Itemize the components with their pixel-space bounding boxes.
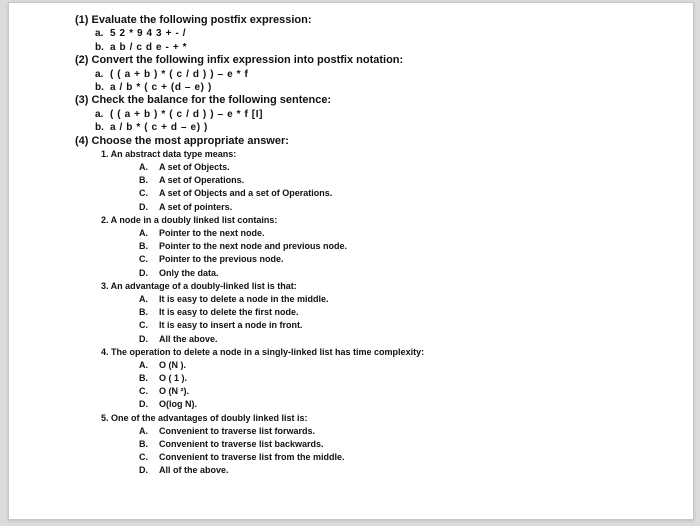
option-text: All the above. [159,333,218,344]
answer-option [75,319,675,332]
item-label: a. [95,28,104,40]
answer-option [75,385,675,398]
option-text: Pointer to the previous node. [159,254,284,265]
question-stem: 5. One of the advantages of doubly linked list is: [101,412,308,423]
answer-option [75,253,675,266]
answer-option [75,438,675,451]
option-text: Pointer to the next node and previous node. [159,241,348,252]
option-label: B. [139,175,148,186]
section-item [75,41,675,54]
option-text: O ( 1 ). [159,373,188,384]
section-item [75,121,675,134]
option-label: B. [139,241,148,252]
option-text: O (N ). [159,359,186,370]
answer-option [75,425,675,438]
item-text: a / b * ( c + (d – e) ) [110,81,212,93]
option-label: D. [139,465,148,476]
option-text: O (N ²). [159,386,189,397]
answer-option [75,174,675,187]
option-text: It is easy to insert a node in front. [159,320,303,331]
section-3 [75,94,675,134]
section-4 [75,135,675,478]
item-label: b. [95,81,104,93]
option-text: Only the data. [159,267,219,278]
item-label: a. [95,68,104,80]
option-text: Pointer to the next node. [159,228,265,239]
answer-option [75,293,675,306]
document-content [75,14,675,478]
answer-option [75,333,675,346]
option-label: D. [139,333,148,344]
answer-option [75,359,675,372]
question-2 [75,214,675,280]
question-1 [75,148,675,214]
option-text: A set of Objects and a set of Operations. [159,188,333,199]
option-text: It is easy to delete the first node. [159,307,299,318]
section-item [75,81,675,94]
question-3 [75,280,675,346]
question-stem: 1. An abstract data type means: [101,148,237,159]
item-label: b. [95,122,104,134]
answer-option [75,187,675,200]
section-item [75,108,675,121]
question-4 [75,346,675,412]
option-label: C. [139,320,148,331]
document-page [8,2,694,520]
section-title: (2) Convert the following infix expression into postfix notation: [75,54,404,67]
section-1 [75,14,675,54]
option-label: A. [139,162,148,173]
answer-option [75,227,675,240]
answer-option [75,161,675,174]
question-stem: 4. The operation to delete a node in a singly-linked list has time complexity: [101,346,425,357]
answer-option [75,398,675,411]
question-stem: 2. A node in a doubly linked list contains: [101,214,278,225]
option-text: Convenient to traverse list forwards. [159,425,316,436]
option-text: Convenient to traverse list from the middle. [159,452,345,463]
option-text: A set of Objects. [159,162,230,173]
option-label: B. [139,307,148,318]
question-5 [75,412,675,478]
option-text: All of the above. [159,465,229,476]
option-text: A set of Operations. [159,175,245,186]
answer-option [75,372,675,385]
option-label: C. [139,386,148,397]
answer-option [75,240,675,253]
option-label: C. [139,452,148,463]
option-label: A. [139,359,148,370]
option-text: A set of pointers. [159,201,233,212]
section-item [75,27,675,40]
answer-option [75,464,675,477]
section-item [75,68,675,81]
option-label: A. [139,228,148,239]
option-label: C. [139,254,148,265]
option-text: It is easy to delete a node in the middle. [159,293,329,304]
item-text: a / b * ( c + d – e) ) [110,122,208,134]
option-label: D. [139,399,148,410]
option-label: D. [139,267,148,278]
section-2 [75,54,675,94]
section-title: (3) Check the balance for the following sentence: [75,94,332,107]
option-label: B. [139,439,148,450]
item-text: ( ( a + b ) * ( c / d ) ) – e * f [110,68,249,80]
item-label: a. [95,108,104,120]
item-text: a b / c d e - + * [110,41,188,53]
section-title: (4) Choose the most appropriate answer: [75,134,289,147]
answer-option [75,201,675,214]
option-text: O(log N). [159,399,197,410]
answer-option [75,267,675,280]
option-label: A. [139,293,148,304]
option-label: A. [139,425,148,436]
option-label: B. [139,373,148,384]
question-stem: 3. An advantage of a doubly-linked list is that: [101,280,297,291]
item-text: ( ( a + b ) * ( c / d ) ) – e * f [I] [110,108,264,120]
option-label: C. [139,188,148,199]
item-text: 5 2 * 9 4 3 + - / [110,28,187,40]
section-title: (1) Evaluate the following postfix expression: [75,14,312,26]
answer-option [75,451,675,464]
answer-option [75,306,675,319]
item-label: b. [95,41,104,53]
option-text: Convenient to traverse list backwards. [159,439,324,450]
option-label: D. [139,201,148,212]
